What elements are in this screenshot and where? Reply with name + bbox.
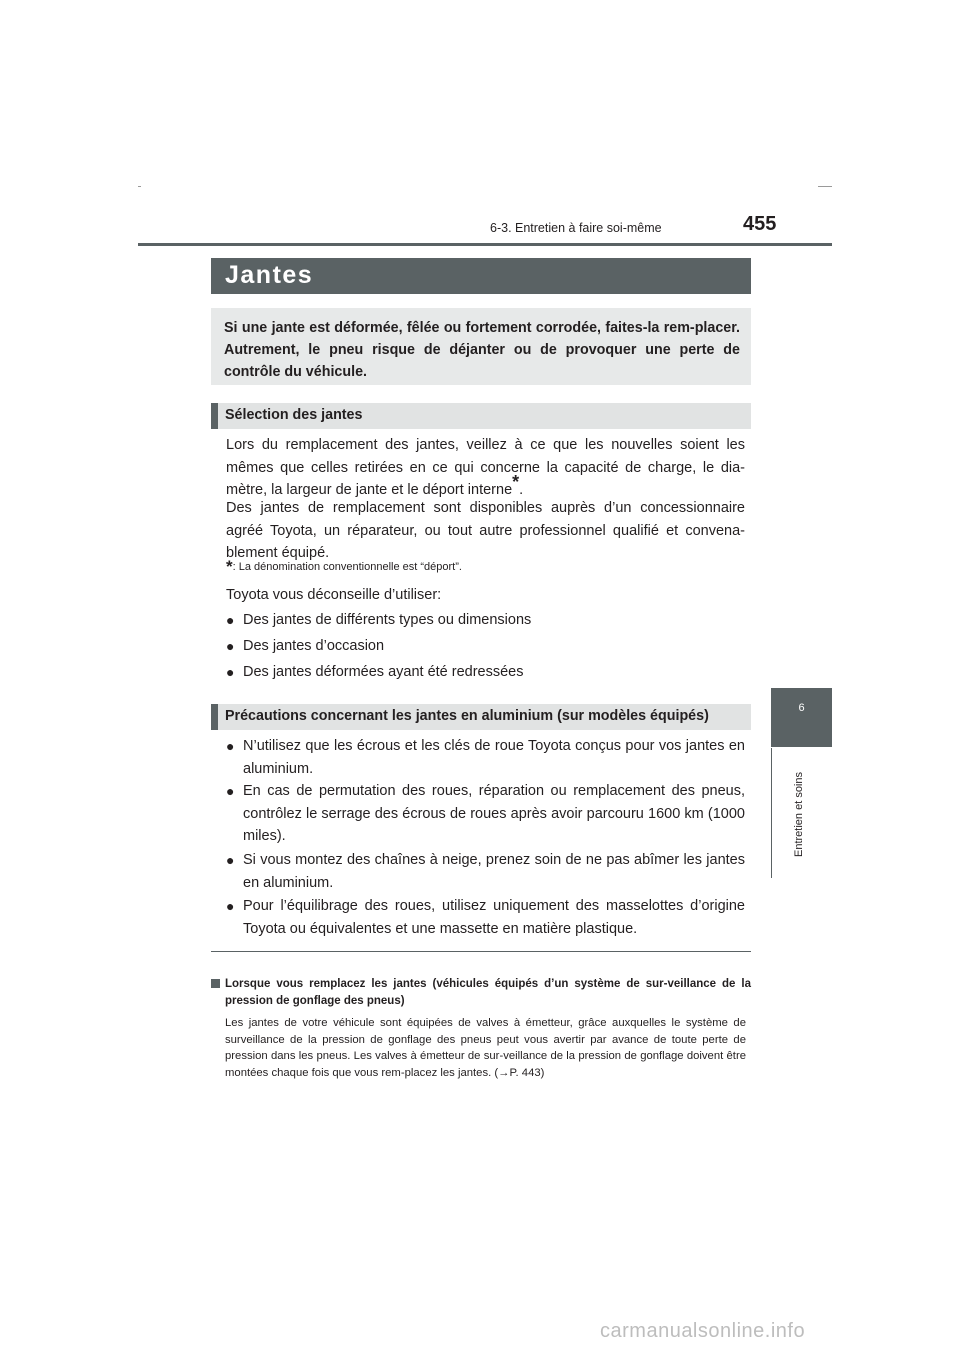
section-heading-text: Sélection des jantes	[225, 407, 363, 423]
section-heading-text: Précautions concernant les jantes en aluminium (sur modèles équipés)	[225, 708, 709, 724]
separator-rule	[211, 951, 751, 952]
note-heading-text: Lorsque vous remplacez les jantes (véhicules équipés d’un système de sur-veillance de la pression de gonflage des pneus)	[225, 978, 751, 1007]
crop-mark-left	[138, 186, 141, 187]
square-marker-icon	[211, 979, 220, 988]
list-item-text: N’utilisez que les écrous et les clés de roue Toyota conçus pour vos jantes en aluminium.	[243, 738, 745, 777]
footnote-text: : La dénomination conventionnelle est “déport”.	[232, 561, 462, 573]
list-item-text: Pour l’équilibrage des roues, utilisez uniquement des masselottes d’origine Toyota ou équivalentes et une massette en matière plastique.	[243, 898, 745, 937]
watermark: carmanualsonline.info	[600, 1320, 806, 1342]
section-heading-marker	[211, 403, 218, 429]
note-body: Les jantes de votre véhicule sont équipées de valves à émetteur, grâce auxquelles le système de surveillance de la pression de gonflage des pneus peut vous avertir par avance de toute perte de pression dans les pneus. Les valves à émetteur de sur-veillance de la pression de gonflage doivent être montées chaque fois que vous rem-placez les jantes. (→P. 443)	[225, 1017, 746, 1079]
list-item-text: En cas de permutation des roues, réparation ou remplacement des pneus, contrôlez le serrage des écrous de roues après avoir parcouru 1600 km (1000 miles).	[243, 783, 745, 844]
list-item	[226, 895, 745, 941]
list-item-text: Si vous montez des chaînes à neige, prenez soin de ne pas abîmer les jantes en aluminium.	[243, 852, 745, 891]
header-rule	[138, 243, 832, 246]
section-heading-selection	[211, 403, 751, 429]
selection-paragraph-1-text: Lors du remplacement des jantes, veillez à ce que les nouvelles soient les mêmes que celles retirées en ce qui concerne la capacité de charge, le dia-mètre, la largeur de jante et le déport interne	[226, 437, 745, 498]
header-section-title: 6-3. Entretien à faire soi-même	[490, 221, 662, 235]
chapter-tab-line	[771, 748, 772, 878]
list-item-text: Des jantes déformées ayant été redressées	[243, 664, 524, 680]
list-item	[226, 780, 745, 848]
list-item	[226, 735, 745, 781]
list-item-text: Des jantes d’occasion	[243, 638, 385, 654]
list-item	[226, 661, 745, 684]
list-item	[226, 849, 745, 895]
page-number: 455	[743, 213, 777, 235]
list-item-text: Des jantes de différents types ou dimensions	[243, 612, 532, 628]
selection-paragraph-1-end: .	[519, 482, 524, 498]
list-item	[226, 635, 745, 658]
crop-mark-right	[818, 186, 832, 187]
section-heading-marker	[211, 704, 218, 730]
page-title-bar	[211, 258, 751, 294]
section-heading-aluminium	[211, 704, 751, 730]
selection-paragraph-2: Des jantes de remplacement sont disponibles auprès d’un concessionnaire agréé Toyota, un réparateur, ou tout autre professionnel qualifié et convena-blement équipé.	[226, 500, 745, 561]
chapter-label: Entretien et soins	[793, 772, 805, 857]
bullet-icon: ●	[226, 738, 235, 754]
bullet-icon: ●	[226, 898, 235, 914]
list-item	[226, 609, 745, 632]
warning-intro: Toyota vous déconseille d’utiliser:	[226, 587, 442, 603]
footnote-marker: *	[512, 472, 520, 493]
chapter-label-container	[790, 760, 810, 880]
chapter-tab	[771, 688, 832, 747]
intro-text: Si une jante est déformée, fêlée ou fortement corrodée, faites-la rem-placer. Autrement, le pneu risque de déjanter ou de provoquer une perte de contrôle du véhicule.	[224, 320, 740, 380]
bullet-icon: ●	[226, 664, 235, 680]
page-title: Jantes	[225, 261, 314, 289]
bullet-icon: ●	[226, 612, 235, 628]
bullet-icon: ●	[226, 852, 235, 868]
footnote-star: *	[226, 557, 233, 576]
chapter-number: 6	[798, 702, 805, 714]
selection-paragraph-1	[226, 434, 745, 502]
intro-box	[211, 308, 751, 385]
bullet-icon: ●	[226, 783, 235, 799]
footnote	[226, 557, 462, 577]
bullet-icon: ●	[226, 638, 235, 654]
